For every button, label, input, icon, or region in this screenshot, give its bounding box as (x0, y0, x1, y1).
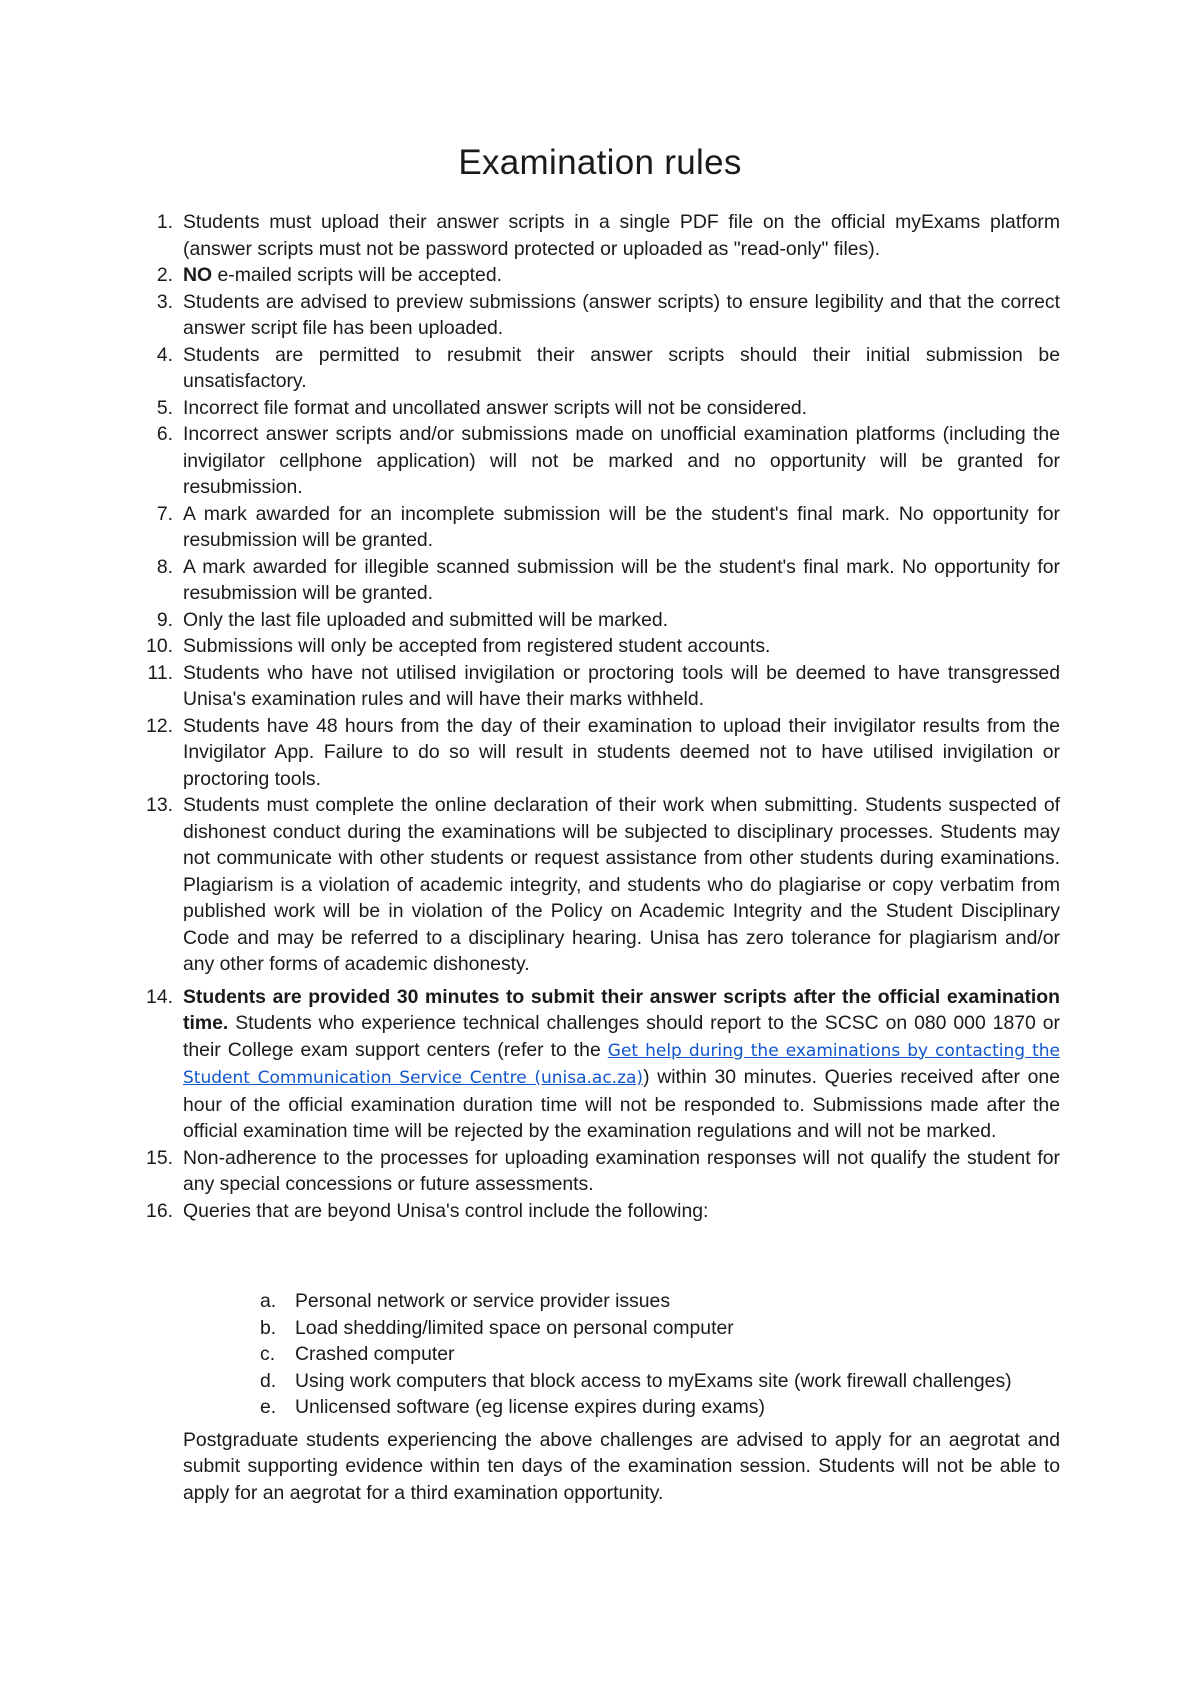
rule-text: Students are permitted to resubmit their answer scripts should their initial submission be unsatisfactory. (183, 343, 1060, 392)
closing-paragraph: Postgraduate students experiencing the above challenges are advised to apply for an aegrotat and submit supporting evidence within ten days of the examination session. Students will not be able to apply for an aegrotat for a third examination opportunity. (183, 1428, 1060, 1504)
rule-item: 8. A mark awarded for illegible scanned submission will be the student's final mark. No opportunity for resubmission will be granted. (156, 555, 1060, 604)
sub-list (140, 1288, 1060, 1421)
rule-item: 5. Incorrect file format and uncollated answer scripts will not be considered. (156, 396, 808, 419)
rule-item: 12. Students have 48 hours from the day of their examination to upload their invigilator results from the Invigilator App. Failure to do so will result in students deemed not to have utilised invigilation or proctoring tools. (146, 714, 1060, 790)
rule-text: Submissions will only be accepted from registered student accounts. (183, 635, 771, 657)
rule-text: A mark awarded for an incomplete submission will be the student's final mark. No opportunity for resubmission will be granted. (183, 502, 1060, 551)
page-title: Examination rules (458, 143, 742, 182)
help-link[interactable]: Get help during the examinations by contacting the Student Communication Service Centre (unisa.ac.za) (183, 1040, 1060, 1088)
rule-text: e-mailed scripts will be accepted. (212, 264, 502, 286)
rule-item: 1. Students must upload their answer scripts in a single PDF file on the official myExams platform (answer scripts must not be password protected or uploaded as "read-only" files). (156, 211, 1060, 260)
rule-text: Students who experience technical challenges should report to the SCSC on 080 000 1870 or their College exam support centers (refer to the (183, 1012, 1060, 1061)
rule-item: 14. Students are provided 30 minutes to submit their answer scripts after the official examination time. Students who experience technical challenges should report to the SCSC on 080 000 1870 or their College exam support centers (refer to the Get help during the examinations by contacting the Student Communication Service Centre (unisa.ac.za)) within 30 minutes. Queries received after one hour of the official examination duration time will not be responded to. Submissions made after the official examination time will be rejected by the examination regulations and will not be marked. (146, 985, 1060, 1142)
rule-item: 10. Submissions will only be accepted from registered student accounts. (146, 635, 771, 657)
sub-item: a. Personal network or service provider issues (260, 1290, 671, 1312)
sub-item: e. Unlicensed software (eg license expires during exams) (260, 1396, 765, 1418)
rule-item: 7. A mark awarded for an incomplete submission will be the student's final mark. No opportunity for resubmission will be granted. (156, 502, 1060, 551)
rule-text: Incorrect answer scripts and/or submissions made on unofficial examination platforms (including the invigilator cellphone application) will not be marked and no opportunity will be granted for resubmission. (183, 423, 1060, 498)
rule-text: Only the last file uploaded and submitted will be marked. (183, 608, 669, 631)
rule-item: 9. Only the last file uploaded and submitted will be marked. (156, 608, 669, 631)
rule-text: Queries that are beyond Unisa's control include the following: (183, 1199, 709, 1222)
rule-item: 2. NO e-mailed scripts will be accepted. (156, 264, 502, 286)
rule16-block (140, 1288, 1060, 1506)
rule-text: Students must complete the online declaration of their work when submitting. Students suspected of dishonest conduct during the examinations will be subjected to disciplinary processes. Students may not communicate with other students or request assistance from other students during examinations. Plagiarism is a violation of academic integrity, and students who do plagiarise or copy verbatim from published work will be in violation of the Policy on Academic Integrity and the Student Disciplinary Code and may be referred to a disciplinary hearing. Unisa has zero tolerance for plagiarism and/or any other forms of academic dishonesty. (183, 794, 1060, 975)
rule-text: Students must upload their answer scripts in a single PDF file on the official myExams platform (answer scripts must not be password protected or uploaded as "read-only" files). (183, 211, 1060, 260)
sub-item: d. Using work computers that block access to myExams site (work firewall challenges) (260, 1369, 1012, 1392)
rule-emphasis: NO (183, 264, 213, 286)
rule-text: Students are advised to preview submissions (answer scripts) to ensure legibility and that the correct answer script file has been uploaded. (183, 290, 1060, 339)
rule-text: Incorrect file format and uncollated answer scripts will not be considered. (183, 396, 808, 419)
rule-emphasis: Students are provided 30 minutes to submit their answer scripts after the official examination time. (183, 985, 1060, 1034)
rule-item: 16. Queries that are beyond Unisa's control include the following: (146, 1199, 709, 1222)
rule-text: Students have 48 hours from the day of their examination to upload their invigilator results from the Invigilator App. Failure to do so will result in students deemed not to have utilised invigilation or proctoring tools. (183, 714, 1060, 790)
rule-item: 15. Non-adherence to the processes for uploading examination responses will not qualify the student for any special concessions or future assessments. (146, 1146, 1060, 1195)
rule-text: A mark awarded for illegible scanned submission will be the student's final mark. No opportunity for resubmission will be granted. (183, 555, 1060, 604)
sub-item: b. Load shedding/limited space on personal computer (260, 1316, 734, 1339)
rule-item: 4. Students are permitted to resubmit their answer scripts should their initial submission be unsatisfactory. (156, 343, 1060, 392)
rule-item: 11. Students who have not utilised invigilation or proctoring tools will be deemed to have transgressed Unisa's examination rules and will have their marks withheld. (147, 661, 1060, 710)
rule-text: ) within 30 minutes. Queries received after one hour of the official examination duration time will not be responded to. Submissions made after the official examination time will be rejected by the examination regulations and will not be marked. (183, 1066, 1060, 1142)
rule-item: 3. Students are advised to preview submissions (answer scripts) to ensure legibility and that the correct answer script file has been uploaded. (156, 290, 1060, 339)
rule-text: Students who have not utilised invigilation or proctoring tools will be deemed to have transgressed Unisa's examination rules and will have their marks withheld. (183, 661, 1060, 710)
rule-text: Non-adherence to the processes for uploading examination responses will not qualify the student for any special concessions or future assessments. (183, 1146, 1060, 1195)
rule-item: 6. Incorrect answer scripts and/or submissions made on unofficial examination platforms (including the invigilator cellphone application) will not be marked and no opportunity will be granted for resubmission. (156, 423, 1060, 498)
sub-item: c. Crashed computer (260, 1343, 455, 1365)
rules-list (140, 209, 1060, 1224)
rule-item: 13. Students must complete the online declaration of their work when submitting. Students suspected of dishonest conduct during the examinations will be subjected to disciplinary processes. Students may not communicate with other students or request assistance from other students during examinations. Plagiarism is a violation of academic integrity, and students who do plagiarise or copy verbatim from published work will be in violation of the Policy on Academic Integrity and the Student Disciplinary Code and may be referred to a disciplinary hearing. Unisa has zero tolerance for plagiarism and/or any other forms of academic dishonesty. (146, 794, 1060, 975)
